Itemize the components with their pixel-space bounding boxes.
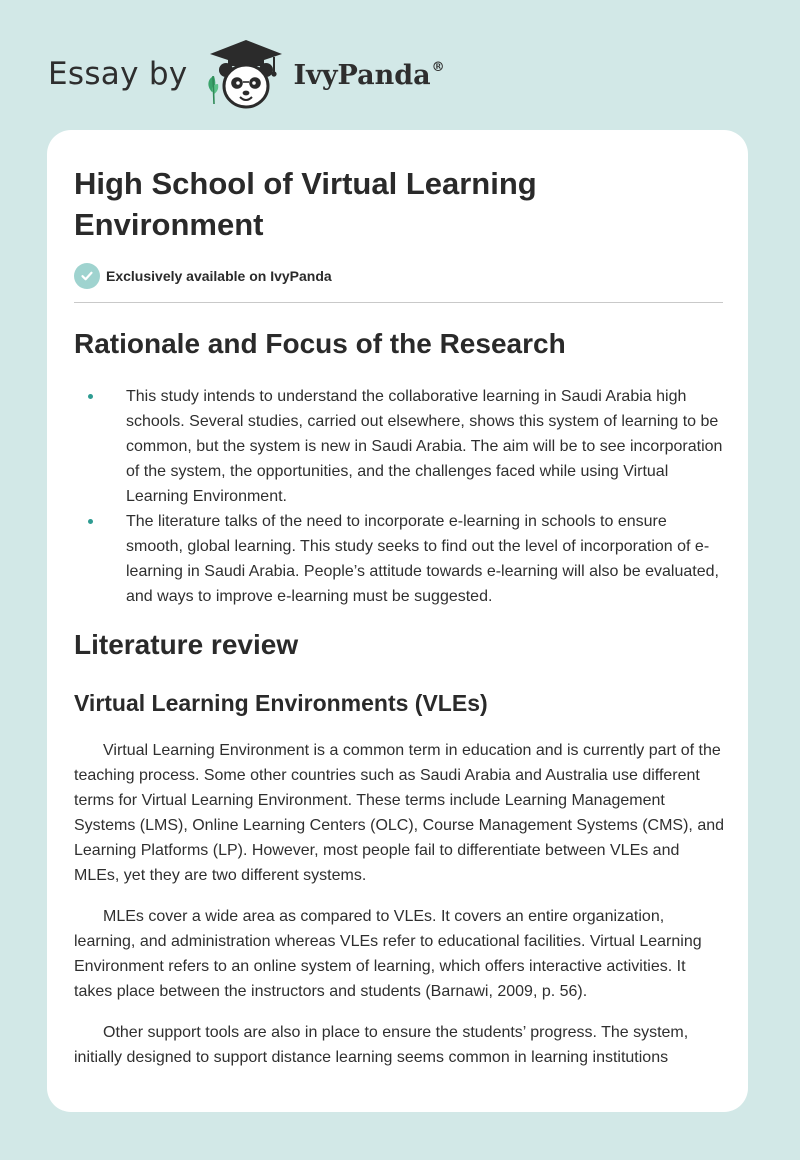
list-item — [74, 509, 724, 609]
panda-graduate-logo-icon[interactable] — [200, 36, 292, 112]
list-item — [74, 384, 724, 509]
brand-name-text: IvyPanda — [293, 59, 431, 91]
brand-name[interactable] — [294, 60, 445, 91]
essay-by-label: Essay by — [48, 56, 188, 92]
title-divider — [74, 302, 723, 303]
site-header — [48, 36, 445, 112]
registered-mark: ® — [431, 59, 445, 75]
paragraph: MLEs cover a wide area as compared to VLEs. It covers an entire organization, learning, and administration whereas VLEs refer to educational facilities. Virtual Learning Environment refers to an online system of learning, which offers interactive activities. It takes place between the instructors and students (Barnawi, 2009, p. 56). — [74, 908, 702, 1000]
check-icon — [74, 263, 100, 289]
rationale-bullet-list — [74, 384, 724, 609]
section-heading-literature-review: Literature review — [74, 629, 299, 660]
exclusive-badge-label: Exclusively available on IvyPanda — [106, 268, 332, 284]
list-item-text: The literature talks of the need to incorporate e-learning in schools to ensure smooth, global learning. This study seeks to find out the level of incorporation of e-learning in Saudi Arabia. People’s attitude towards e-learning will also be evaluated, and ways to improve e-learning must be suggested. — [126, 513, 719, 605]
essay-card — [47, 130, 748, 1112]
bullet-dot-icon — [88, 519, 93, 524]
subheading-vles: Virtual Learning Environments (VLEs) — [74, 690, 488, 716]
list-item-text: This study intends to understand the collaborative learning in Saudi Arabia high schools. Several studies, carried out elsewhere, shows this system of learning to be common, but the system is new in Saudi Arabia. The aim will be to see incorporation of the system, the opportunities, and the challenges faced while using Virtual Learning Environment. — [126, 388, 723, 505]
section-heading-rationale: Rationale and Focus of the Research — [74, 328, 566, 359]
bullet-dot-icon — [88, 394, 93, 399]
paragraph: Other support tools are also in place to ensure the students’ progress. The system, initially designed to support distance learning seems common in learning institutions — [74, 1024, 689, 1066]
essay-title: High School of Virtual Learning Environment — [74, 166, 537, 242]
paragraph: Virtual Learning Environment is a common term in education and is currently part of the teaching process. Some other countries such as Saudi Arabia and Australia use different terms for Virtual Learning Environment. These terms include Learning Management Systems (LMS), Online Learning Centers (OLC), Course Management Systems (CMS), and Learning Platforms (LP). However, most people fail to differentiate between VLEs and MLEs, yet they are two different systems. — [74, 742, 725, 884]
exclusive-badge — [74, 263, 332, 289]
